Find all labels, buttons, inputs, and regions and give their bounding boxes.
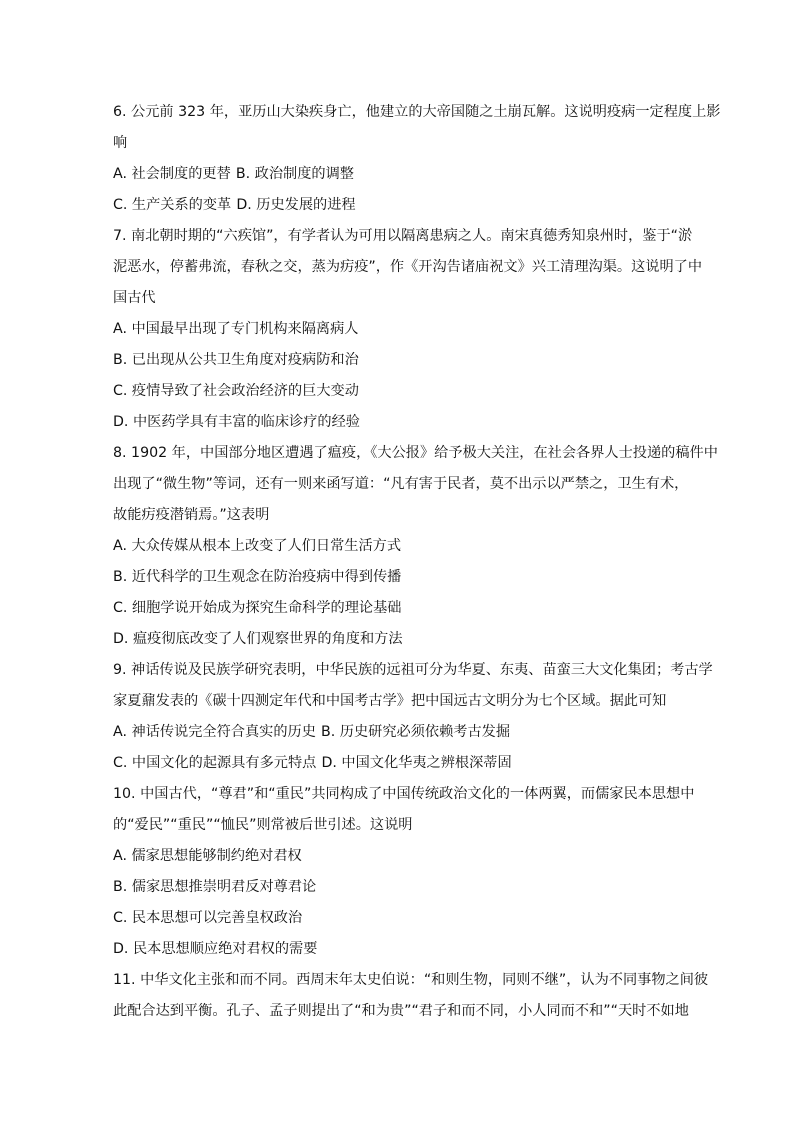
question-8 xyxy=(113,438,718,655)
question-stem-line: 出现了“微生物”等词，还有一则来函写道：“凡有害于民者，莫不出示以严禁之，卫生有术， xyxy=(113,476,689,492)
question-11 xyxy=(113,965,709,1027)
question-stem-line: 9. 神话传说及民族学研究表明，中华民族的远祖可分为华夏、东夷、苗蛮三大文化集团；考古学 xyxy=(113,662,713,678)
question-stem-line: 10. 中国古代，“尊君”和“重民”共同构成了中国传统政治文化的一体两翼，而儒家民本思想中 xyxy=(113,786,695,802)
option-b[interactable]: B. 儒家思想推崇明君反对尊君论 xyxy=(113,879,317,895)
option-b[interactable]: B. 历史研究必须依赖考古发掘 xyxy=(321,724,511,740)
option-a[interactable]: A. 儒家思想能够制约绝对君权 xyxy=(113,848,302,864)
option-row xyxy=(113,748,703,779)
option-a[interactable]: A. 社会制度的更替 xyxy=(113,166,231,182)
option-c[interactable]: C. 中国文化的起源具有多元特点 xyxy=(113,755,317,771)
question-stem-line: 8. 1902 年，中国部分地区遭遇了瘟疫，《大公报》给予极大关注，在社会各界人士投递的稿件中 xyxy=(113,445,718,461)
question-10 xyxy=(113,779,703,965)
option-c[interactable]: C. 细胞学说开始成为探究生命科学的理论基础 xyxy=(113,600,402,616)
option-d[interactable]: D. 民本思想顺应绝对君权的需要 xyxy=(113,941,318,957)
question-7 xyxy=(113,221,703,438)
option-d[interactable]: D. 中医药学具有丰富的临床诊疗的经验 xyxy=(113,414,360,430)
question-stem-line: 6. 公元前 323 年，亚历山大染疾身亡，他建立的大帝国随之土崩瓦解。这说明疫病一定程度上影 xyxy=(113,104,721,120)
option-row xyxy=(113,159,703,190)
question-stem-line: 泥恶水，停蓄弗流，春秋之交，蒸为疠疫”，作《开沟告诸庙祝文》兴工清理沟渠。这说明了中 xyxy=(113,259,703,275)
option-b[interactable]: B. 近代科学的卫生观念在防治疫病中得到传播 xyxy=(113,569,402,585)
option-d[interactable]: D. 瘟疫彻底改变了人们观察世界的角度和方法 xyxy=(113,631,403,647)
option-c[interactable]: C. 疫情导致了社会政治经济的巨大变动 xyxy=(113,383,359,399)
option-row xyxy=(113,190,703,221)
option-c[interactable]: C. 民本思想可以完善皇权政治 xyxy=(113,910,303,926)
option-c[interactable]: C. 生产关系的变革 xyxy=(113,197,232,213)
question-stem-line: 故能疠疫潜销焉。”这表明 xyxy=(113,507,270,523)
question-stem-line: 的“爱民”“重民”“恤民”则常被后世引述。这说明 xyxy=(113,817,413,833)
question-stem-line: 此配合达到平衡。孔子、孟子则提出了“和为贵”“君子和而不同，小人同而不和”“天时不如地 xyxy=(113,1003,689,1019)
option-b[interactable]: B. 政治制度的调整 xyxy=(235,166,354,182)
option-row xyxy=(113,717,703,748)
option-a[interactable]: A. 大众传媒从根本上改变了人们日常生活方式 xyxy=(113,538,402,554)
question-stem-line: 11. 中华文化主张和而不同。西周末年太史伯说：“和则生物，同则不继”，认为不同事物之间彼 xyxy=(113,972,709,988)
option-d[interactable]: D. 中国文化华夷之辨根深蒂固 xyxy=(321,755,512,771)
question-stem-line: 家夏鼐发表的《碳十四测定年代和中国考古学》把中国远古文明分为七个区域。据此可知 xyxy=(113,693,667,709)
option-d[interactable]: D. 历史发展的进程 xyxy=(236,197,356,213)
option-a[interactable]: A. 中国最早出现了专门机构来隔离病人 xyxy=(113,321,359,337)
question-stem-line: 7. 南北朝时期的“六疾馆”，有学者认为可用以隔离患病之人。南宋真德秀知泉州时，鉴于“淤 xyxy=(113,228,693,244)
option-a[interactable]: A. 神话传说完全符合真实的历史 xyxy=(113,724,316,740)
option-b[interactable]: B. 已出现从公共卫生角度对疫病防和治 xyxy=(113,352,359,368)
question-stem-line: 国古代 xyxy=(113,290,156,306)
question-stem-line: 响 xyxy=(113,135,128,151)
question-6 xyxy=(113,97,721,221)
question-9 xyxy=(113,655,713,779)
